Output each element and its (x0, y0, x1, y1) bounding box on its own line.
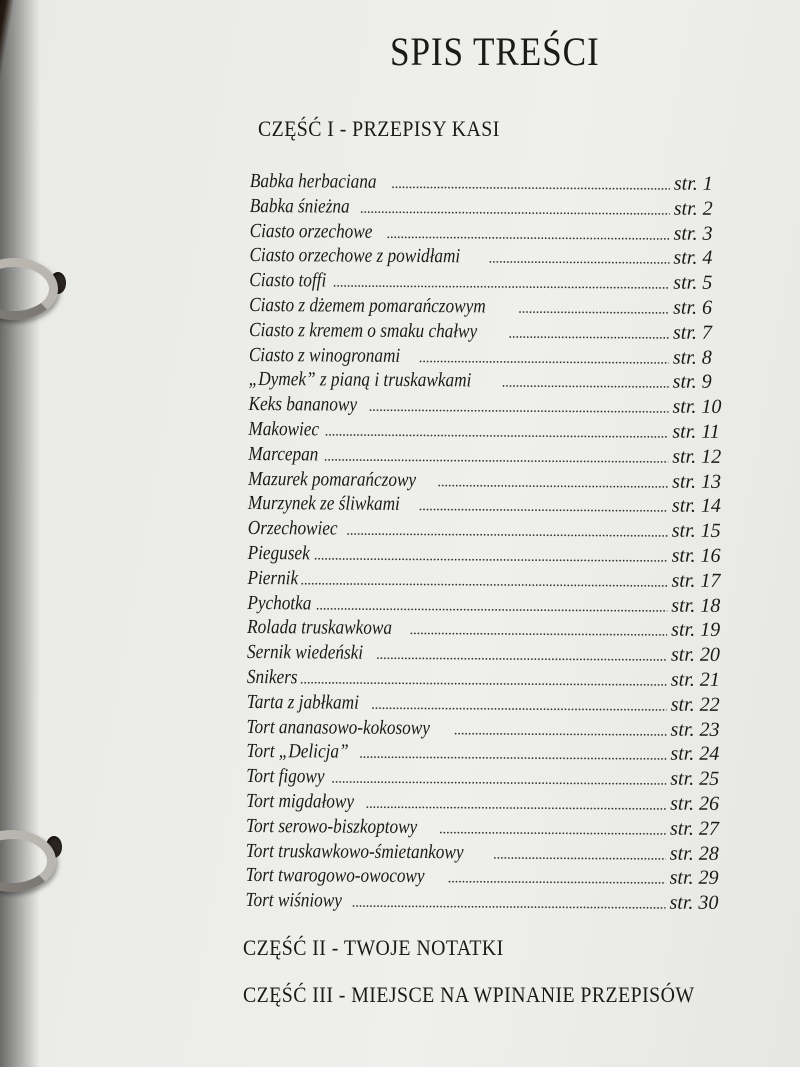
toc-entry (249, 344, 727, 372)
toc-entry-title: Tort truskawkowo-śmietankowy (245, 839, 464, 863)
dot-leader (300, 671, 667, 690)
toc-entry (249, 368, 727, 396)
dot-leader (493, 846, 666, 864)
toc-entry-page: str. 3 (673, 222, 713, 245)
toc-entry-page: str. 4 (673, 246, 713, 270)
dot-leader (488, 251, 669, 269)
table-of-contents (245, 170, 728, 917)
toc-entry (247, 691, 725, 719)
toc-entry (247, 716, 725, 744)
dot-leader (409, 622, 667, 641)
dot-leader (369, 399, 669, 418)
toc-entry (248, 542, 726, 570)
section-heading-part-3: CZĘŚĆ III - MIEJSCE NA WPINANIE PRZEPISÓW (243, 982, 695, 1007)
toc-entry-title: Tort ananasowo-kokosowy (246, 715, 430, 739)
toc-entry-page: str. 12 (672, 445, 722, 468)
toc-entry (249, 269, 727, 297)
dot-leader (300, 572, 667, 591)
toc-entry-title: Keks bananowy (248, 393, 358, 416)
toc-entry (248, 393, 726, 421)
toc-entry-title: Ciasto orzechowe (249, 219, 373, 243)
dot-leader (316, 597, 668, 616)
toc-entry-title: Tort migdałowy (246, 789, 355, 813)
toc-entry-title: Pychotka (247, 591, 312, 614)
toc-entry (249, 294, 727, 322)
toc-entry-page: str. 10 (672, 395, 722, 419)
dot-leader (359, 746, 666, 765)
toc-entry-page: str. 28 (669, 842, 719, 865)
dot-leader (448, 871, 666, 889)
toc-entry (246, 840, 724, 868)
toc-entry-title: Tort „Delicja” (246, 740, 349, 763)
toc-entry-page: str. 17 (671, 569, 721, 592)
toc-entry-page: str. 7 (672, 321, 712, 344)
toc-entry-page: str. 22 (670, 693, 720, 716)
dot-leader (346, 523, 668, 542)
dot-leader (331, 771, 666, 790)
toc-entry (246, 740, 724, 768)
section-heading-part-1: CZĘŚĆ I - PRZEPISY KASI (258, 116, 500, 141)
toc-entry-page: str. 26 (670, 792, 720, 815)
toc-entry-title: Ciasto z dżemem pomarańczowym (249, 293, 486, 318)
dot-leader (439, 821, 666, 839)
toc-entry (249, 244, 727, 272)
dot-leader (333, 275, 670, 294)
toc-entry (247, 567, 725, 595)
toc-entry-title: „Dymek” z pianą i truskawkami (248, 368, 472, 392)
dot-leader (502, 375, 669, 393)
dot-leader (386, 225, 669, 244)
toc-entry-page: str. 8 (672, 346, 712, 369)
toc-entry-page: str. 19 (671, 618, 721, 642)
toc-entry-title: Marcepan (248, 442, 319, 466)
toc-entry-title: Tort figowy (246, 765, 325, 788)
binder-edge (0, 0, 40, 1067)
toc-entry-title: Tort twarogowo-owocowy (245, 864, 425, 888)
toc-entry-page: str. 16 (671, 544, 721, 567)
toc-entry (247, 641, 725, 669)
toc-entry (250, 195, 728, 223)
dot-leader (508, 325, 669, 343)
toc-entry-title: Babka herbaciana (249, 170, 377, 193)
toc-entry-page: str. 11 (672, 420, 720, 443)
toc-entry-page: str. 25 (670, 767, 720, 791)
toc-entry-page: str. 30 (669, 891, 719, 914)
toc-entry-title: Sernik wiedeński (246, 641, 364, 664)
dot-leader (352, 895, 666, 914)
toc-entry-title: Orzechowiec (247, 517, 338, 540)
toc-entry (246, 790, 724, 818)
binder-ring (0, 258, 58, 320)
toc-entry-page: str. 27 (669, 817, 719, 840)
toc-entry-title: Babka śnieżna (249, 194, 350, 218)
toc-entry-title: Ciasto toffi (249, 269, 327, 292)
toc-entry (246, 765, 724, 793)
toc-entry (246, 815, 724, 843)
toc-entry-page: str. 21 (670, 668, 720, 691)
toc-entry-title: Piernik (247, 566, 299, 590)
toc-entry (247, 666, 725, 694)
dot-leader (437, 474, 668, 492)
toc-entry-title: Ciasto orzechowe z powidłami (249, 244, 461, 268)
toc-entry-title: Tarta z jabłkami (246, 690, 359, 714)
toc-entry-title: Murzynek ze śliwkami (247, 492, 400, 516)
toc-entry-title: Snikers (246, 665, 298, 689)
toc-entry-page: str. 5 (673, 271, 713, 295)
toc-entry (249, 319, 727, 347)
dot-leader (419, 350, 669, 369)
dot-leader (360, 200, 670, 219)
toc-entry-page: str. 6 (673, 296, 713, 319)
toc-entry (250, 220, 728, 248)
toc-entry-page: str. 13 (672, 470, 722, 493)
toc-entry (248, 517, 726, 545)
dot-leader (365, 796, 666, 815)
dot-leader (419, 498, 668, 517)
toc-entry-title: Ciasto z kremem o smaku chałwy (248, 318, 478, 343)
toc-entry-page: str. 18 (671, 594, 721, 617)
toc-entry (245, 889, 723, 917)
dot-leader (454, 722, 667, 740)
toc-entry-title: Makowiec (248, 417, 320, 441)
page-title: SPIS TREŚCI (390, 29, 600, 74)
toc-entry-page: str. 23 (670, 718, 720, 741)
toc-entry-page: str. 29 (669, 866, 719, 890)
toc-entry-page: str. 1 (673, 172, 713, 195)
dot-leader (314, 547, 668, 566)
toc-entry (248, 468, 726, 496)
dot-leader (376, 647, 667, 666)
toc-entry-page: str. 24 (670, 742, 720, 766)
toc-entry (247, 616, 725, 644)
dot-leader (518, 301, 669, 319)
section-heading-part-2: CZĘŚĆ II - TWOJE NOTATKI (243, 935, 504, 960)
toc-entry-title: Tort serowo-biszkoptowy (245, 814, 418, 838)
toc-entry-title: Mazurek pomarańczowy (248, 467, 417, 491)
toc-entry (248, 443, 726, 471)
toc-entry (246, 864, 724, 892)
toc-entry-page: str. 2 (673, 197, 713, 220)
toc-entry-page: str. 20 (670, 643, 721, 667)
dot-leader (324, 448, 669, 467)
dot-leader (325, 423, 669, 442)
toc-entry-page: str. 15 (671, 519, 721, 543)
toc-entry-title: Rolada truskawkowa (247, 616, 393, 640)
toc-entry (248, 492, 726, 520)
dot-leader (391, 176, 670, 195)
dot-leader (371, 696, 667, 715)
toc-entry (248, 418, 726, 446)
toc-entry-page: str. 9 (672, 370, 712, 394)
toc-entry-title: Piegusek (247, 541, 310, 565)
toc-entry (250, 170, 728, 198)
toc-entry (247, 592, 725, 620)
toc-entry-page: str. 14 (671, 494, 721, 518)
toc-entry-title: Ciasto z winogronami (248, 343, 401, 367)
toc-entry-title: Tort wiśniowy (245, 889, 343, 912)
